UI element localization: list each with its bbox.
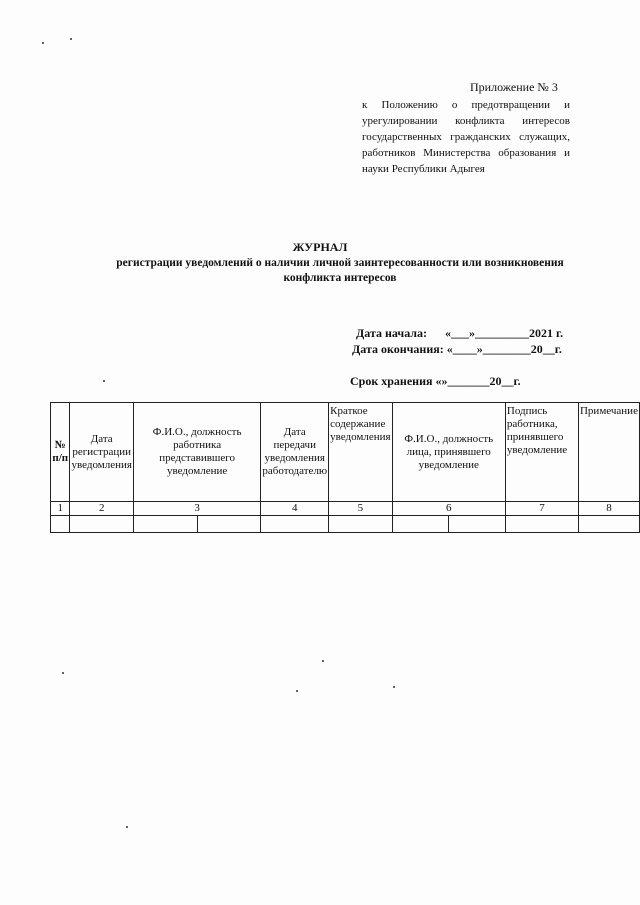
empty-cell[interactable]: [261, 516, 329, 533]
journal-title: ЖУРНАЛ: [292, 240, 348, 254]
empty-entry-row: [51, 516, 640, 533]
header-number: № п/п: [51, 403, 70, 502]
header-row: [51, 403, 640, 502]
end-date-line: Дата окончания: «____»________20__г.: [352, 342, 562, 356]
empty-cell-split[interactable]: [392, 516, 505, 533]
journal-subtitle: регистрации уведомлений о наличии личной заинтересованности или возникновения конфликта интересов: [116, 257, 564, 284]
header-summary: Краткое содержание уведомления: [329, 403, 392, 502]
header-receiver-name: Ф.И.О., должность лица, принявшего уведомление: [392, 403, 505, 502]
column-number-row: [51, 502, 640, 516]
column-number: 6: [392, 502, 505, 516]
empty-cell-split[interactable]: [133, 516, 260, 533]
header-note: Примечание: [578, 403, 639, 502]
header-employee-name: Ф.И.О., должность работника представившего уведомление: [133, 403, 260, 502]
scan-speck: [70, 38, 72, 40]
journal-table: [50, 402, 640, 533]
empty-cell[interactable]: [578, 516, 639, 533]
scan-speck: [126, 826, 128, 828]
empty-cell[interactable]: [51, 516, 70, 533]
scan-speck: [393, 686, 395, 688]
scan-speck: [322, 660, 324, 662]
appendix-title: Приложение № 3: [470, 80, 558, 94]
column-number: 8: [578, 502, 639, 516]
scan-speck: [103, 380, 105, 382]
column-number: 4: [261, 502, 329, 516]
empty-cell[interactable]: [70, 516, 133, 533]
header-transfer-date: Дата передачи уведомления работодателю: [261, 403, 329, 502]
column-number: 2: [70, 502, 133, 516]
scan-speck: [296, 690, 298, 692]
appendix-body: к Положению о предотвращении и урегулировании конфликта интересов государственных гражданских служащих, работников Министерства образования и науки Республики Адыгея: [362, 99, 570, 175]
empty-cell[interactable]: [505, 516, 578, 533]
scan-speck: [42, 42, 44, 44]
column-number: 7: [505, 502, 578, 516]
storage-term-line: Срок хранения «»_______20__г.: [350, 374, 521, 388]
column-number: 1: [51, 502, 70, 516]
scan-speck: [62, 672, 64, 674]
start-date-line: Дата начала: «___»_________2021 г.: [356, 326, 564, 340]
header-registration-date: Дата регистрации уведомления: [70, 403, 133, 502]
empty-cell[interactable]: [329, 516, 392, 533]
column-number: 3: [133, 502, 260, 516]
header-signature: Подпись работника, принявшего уведомление: [505, 403, 578, 502]
column-number: 5: [329, 502, 392, 516]
